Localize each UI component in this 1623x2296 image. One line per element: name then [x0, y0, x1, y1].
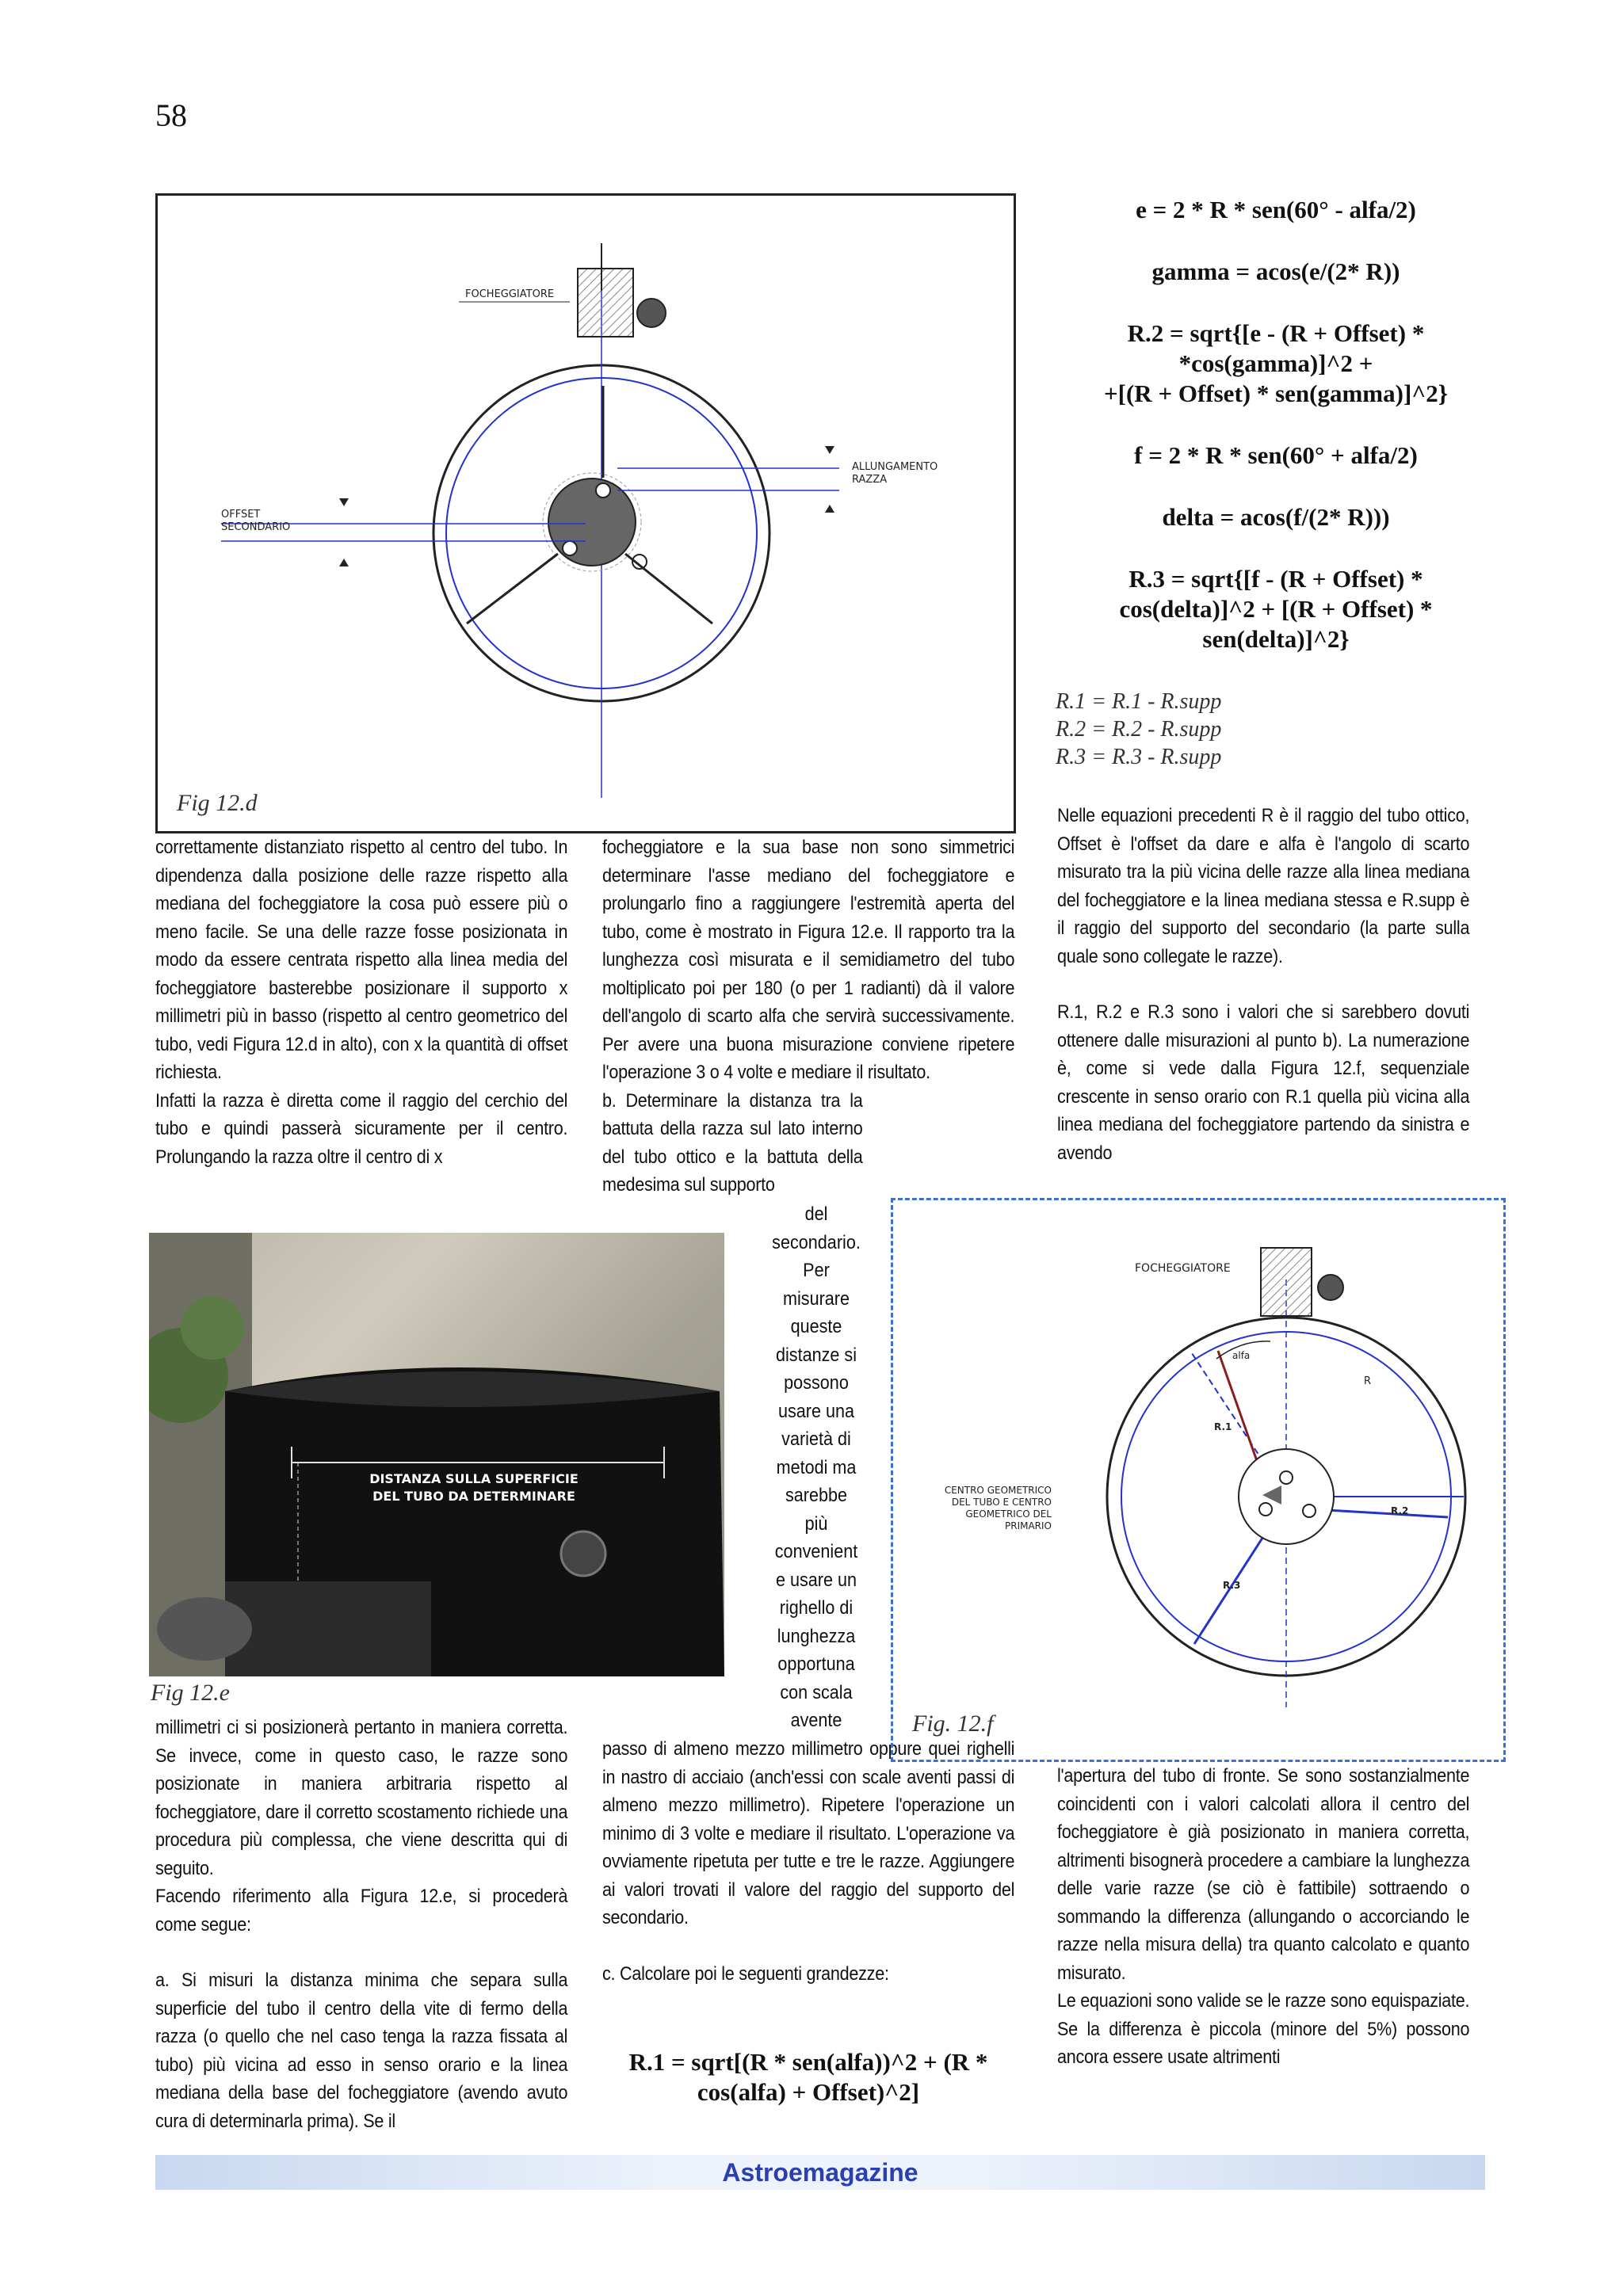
svg-text:SECONDARIO: SECONDARIO [221, 521, 291, 533]
paragraph: R.1, R.2 e R.3 sono i valori che si sarebbero dovuti ottenere dalle misurazioni al punto b). La numerazione è, come si vede dalla Figura 12.f, sequenziale crescente in senso orario con R.1 quella più vicina alla linea mediana del focheggiatore partendo da sinistra e avendo [1057, 1001, 1470, 1164]
narrow-line: del [804, 1203, 828, 1225]
paragraph: Infatti la razza è diretta come il raggio del cerchio del tubo e quindi passerà sicuramente per il centro. Prolungando la razza oltre il centro di x [155, 1089, 568, 1168]
narrow-line: e usare un [775, 1569, 857, 1591]
narrow-line: convenient [774, 1541, 858, 1562]
narrow-line: usare una [777, 1400, 855, 1422]
svg-text:DISTANZA SULLA SUPERFICIE: DISTANZA SULLA SUPERFICIE [369, 1471, 579, 1486]
paragraph: Nelle equazioni precedenti R è il raggio del tubo ottico, Offset è l'offset da dare e alfa è l'angolo di scarto misurato tra la più vicina delle razze alla linea mediana del focheggiatore e la linea mediana stessa e R.supp è il raggio del supporto del secondario (la parte sulla quale sono collegate le razze). [1057, 805, 1470, 967]
r-subtract-block [1056, 688, 1221, 771]
paragraph: passo di almeno mezzo millimetro oppure quei righelli in nastro di acciaio (anch'essi con scale aventi passi di almeno mezzo millimetro). Ripetere l'operazione un minimo di 3 volte e mediare il risultato. L'operazione va ovviamente ripetuta per tutte e tre le razze. Aggiungere ai valori trovati il valore del raggio del supporto del secondario. [602, 1738, 1015, 1928]
column-3-bottom [1057, 1762, 1469, 2072]
narrow-line: misurare [782, 1287, 850, 1310]
formula-r3-line2: cos(delta)]^2 + [(R + Offset) * [1119, 595, 1433, 623]
paragraph: Facendo riferimento alla Figura 12.e, si procederà come segue: [155, 1886, 568, 1936]
narrow-line: opportuna [777, 1653, 855, 1675]
narrow-line: più [804, 1512, 828, 1535]
paragraph: l'apertura del tubo di fronte. Se sono sostanzialmente coincidenti con i valori calcolati allora il centro del focheggiatore è già posizionato in maniera corretta, altrimenti bisognerà procedere a cambiare la lunghezza delle varie razze (se ciò è fattibile) sottraendo o sommando la differenza (allungando o accorciando le razze nella misura della) tra quanto calcolato e quanto misurato. [1057, 1765, 1470, 1984]
narrow-line: distanze si [775, 1344, 857, 1366]
figure-12f-caption: Fig. 12.f [912, 1711, 994, 1737]
figure-12e-image [149, 1233, 724, 1676]
formula-r3-line1: R.3 = sqrt{[f - (R + Offset) * [1128, 565, 1423, 593]
paragraph: c. Calcolare poi le seguenti grandezze: [602, 1962, 889, 1985]
narrow-line: secondario. [772, 1231, 861, 1253]
svg-text:ALLUNGAMENTO: ALLUNGAMENTO [852, 461, 938, 473]
narrow-line: Per [803, 1260, 830, 1281]
paragraph: Le equazioni sono valide se le razze sono equispaziate. Se la differenza è piccola (minore del 5%) possono ancora essere usate altrimenti [1057, 1990, 1470, 2068]
figure-12d-caption: Fig 12.d [177, 790, 258, 816]
formula-e: e = 2 * R * sen(60° - alfa/2) [1136, 196, 1416, 223]
figure-12e-caption: Fig 12.e [151, 1680, 230, 1706]
figure-12d [155, 193, 1016, 833]
paragraph: correttamente distanziato rispetto al centro del tubo. In dipendenza dalla posizione delle razze rispetto alla mediana del focheggiatore la cosa può essere più o meno facile. Se una delle razze fosse posizionata in modo da essere centrata rispetto alla linea media del focheggiatore basterebbe posizionare il supporto x millimetri più in basso (rispetto al centro geometrico del tubo, vedi Figura 12.d in alto), con x la quantità di offset richiesta. [155, 837, 568, 1083]
svg-text:DEL TUBO E CENTRO: DEL TUBO E CENTRO [951, 1497, 1052, 1508]
paragraph: millimetri ci si posizionerà pertanto in maniera corretta. Se invece, come in questo caso, le razze sono posizionate in maniera arbitraria rispetto al focheggiatore, dare il corretto scostamento richiede una procedura più complessa, che viene descritta qui di seguito. [155, 1717, 568, 1879]
column-2-bottom [602, 1735, 1014, 1988]
paragraph: focheggiatore e la sua base non sono simmetrici determinare l'asse mediano del focheggiatore e prolungarlo fino a raggiungere l'estremità aperta del tubo, come è mostrato in Figura 12.e. Il rapporto tra la lunghezza così misurata e il semidiametro del tubo moltiplicato poi per 180 (o per 1 radianti) dà il valore dell'angolo di scarto alfa che servirà successivamente. Per avere una buona misurazione conviene ripetere l'operazione 3 o 4 volte e mediare il risultato. [602, 837, 1015, 1083]
svg-text:GEOMETRICO DEL: GEOMETRICO DEL [965, 1508, 1052, 1520]
paragraph: b. Determinare la distanza tra la battuta della razza sul lato interno del tubo ottico e la battuta della medesima sul supporto [602, 1089, 863, 1196]
narrow-line: con scala [780, 1681, 853, 1703]
column-2-narrow [758, 1200, 875, 1735]
narrow-line: possono [784, 1372, 849, 1394]
footer-magazine-name: Astroemagazine [722, 2158, 918, 2187]
column-1-bottom [155, 1714, 567, 2135]
svg-text:R: R [1364, 1375, 1372, 1387]
figure-12f [891, 1198, 1506, 1762]
footer-bar [155, 2155, 1485, 2190]
svg-text:alfa: alfa [1232, 1350, 1251, 1361]
svg-text:FOCHEGGIATORE: FOCHEGGIATORE [465, 288, 555, 300]
narrow-line: metodi ma [776, 1456, 857, 1478]
svg-text:R.3: R.3 [1223, 1580, 1241, 1591]
figure-12f-diagram [893, 1200, 1503, 1760]
svg-text:OFFSET: OFFSET [221, 509, 261, 521]
narrow-line: lunghezza [777, 1625, 856, 1647]
svg-text:PRIMARIO: PRIMARIO [1005, 1520, 1052, 1531]
narrow-line: sarebbe [785, 1485, 848, 1506]
formula-f: f = 2 * R * sen(60° + alfa/2) [1134, 441, 1418, 469]
column-3-top [1057, 802, 1469, 1167]
paragraph: a. Si misuri la distanza minima che separa sulla superficie del tubo il centro della vite di fermo della razza (o quello che nel caso tenga la razza fissata al tubo) più vicina ad esso in senso orario e la linea mediana della base del focheggiatore (avendo avuto cura di determinarla prima). Se il [155, 1970, 568, 2132]
r-subtract-2: R.2 = R.2 - R.supp [1056, 717, 1222, 742]
formula-delta: delta = acos(f/(2* R))) [1162, 503, 1390, 531]
formula-r1: R.1 = sqrt[(R * sen(alfa))^2 + (R * cos(alfa) + Offset)^2] [628, 2048, 988, 2106]
formula-r2-line2: *cos(gamma)]^2 + [1178, 349, 1373, 377]
figure-12e-photo [149, 1233, 724, 1676]
column-2-top [602, 833, 1014, 1199]
svg-text:FOCHEGGIATORE: FOCHEGGIATORE [1135, 1262, 1231, 1275]
page-number: 58 [155, 97, 187, 133]
formula-gamma: gamma = acos(e/(2* R)) [1151, 257, 1400, 285]
column-1-top [155, 833, 567, 1171]
formula-r2-line3: +[(R + Offset) * sen(gamma)]^2} [1104, 379, 1448, 407]
svg-text:R.1: R.1 [1214, 1421, 1232, 1432]
r-subtract-3: R.3 = R.3 - R.supp [1056, 745, 1222, 769]
figure-12d-diagram [158, 196, 1014, 831]
svg-text:DEL TUBO DA DETERMINARE: DEL TUBO DA DETERMINARE [372, 1489, 575, 1504]
r-subtract-1: R.1 = R.1 - R.supp [1056, 689, 1222, 714]
narrow-line: varietà di [781, 1428, 851, 1450]
svg-text:R.2: R.2 [1391, 1505, 1409, 1516]
svg-text:CENTRO GEOMETRICO: CENTRO GEOMETRICO [944, 1485, 1052, 1496]
narrow-line: righello di [779, 1597, 854, 1619]
formula-block-top [1046, 195, 1506, 654]
narrow-line: avente [790, 1710, 842, 1731]
narrow-line: queste [790, 1316, 842, 1337]
formula-r2-line1: R.2 = sqrt{[e - (R + Offset) * [1127, 319, 1425, 347]
svg-text:RAZZA: RAZZA [852, 474, 888, 486]
formula-r3-line3: sen(delta)]^2} [1202, 625, 1350, 653]
